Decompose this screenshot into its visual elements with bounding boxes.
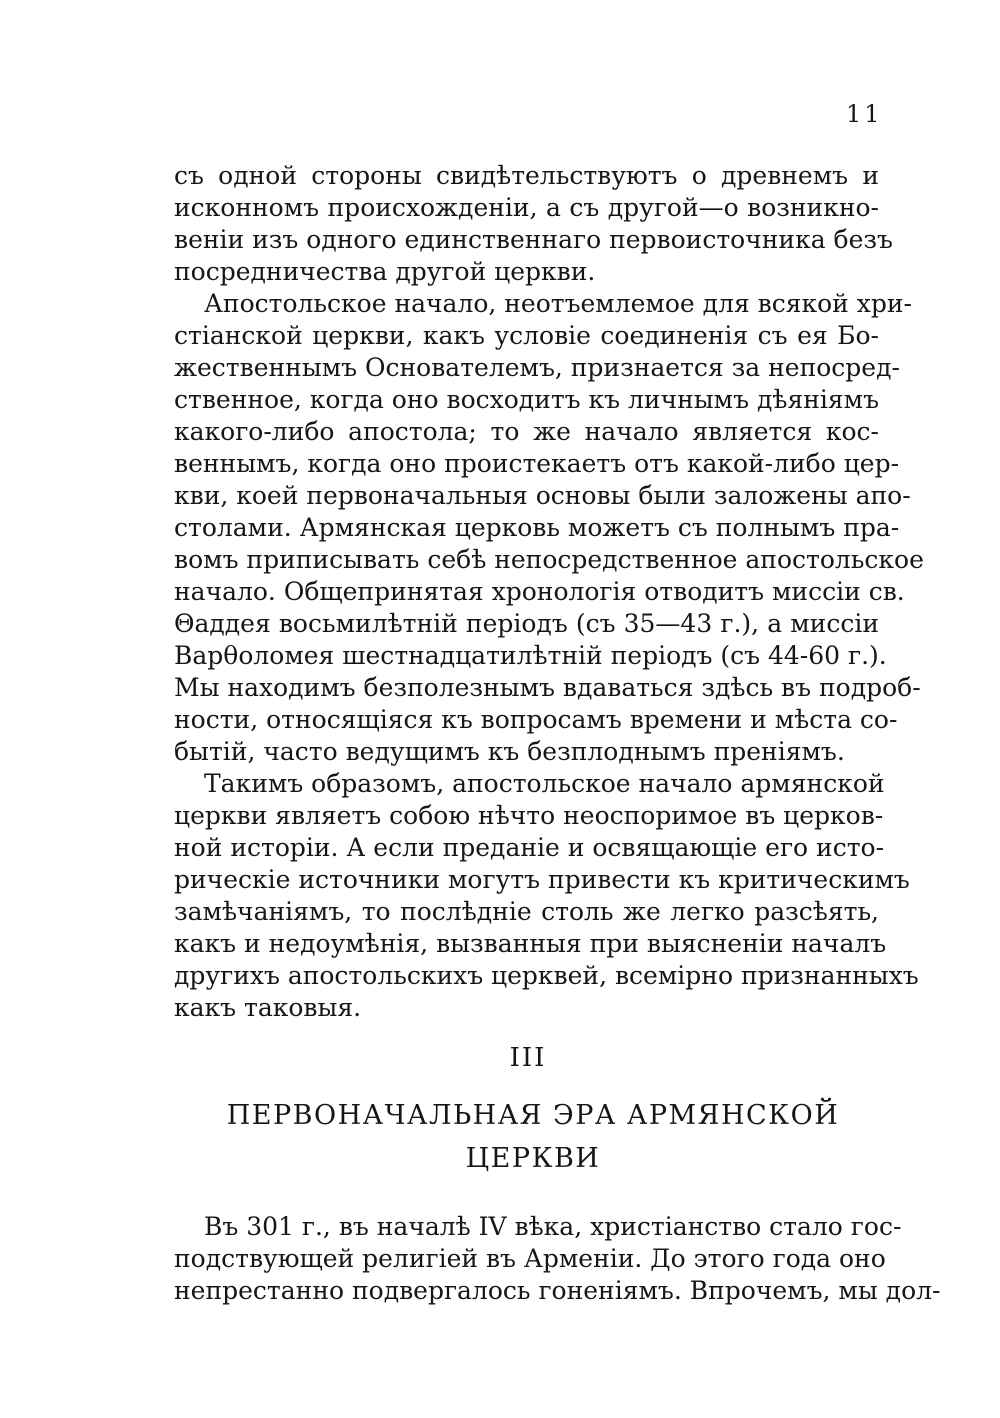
- text-line: Θаддея восьмилѣтнiй перiодъ (съ 35—43 г.), а миссiи: [174, 609, 879, 638]
- text-line: вомъ приписывать себѣ непосредственное апостольское: [174, 545, 924, 574]
- text-line: столами. Армянская церковь можетъ съ полнымъ пра-: [174, 513, 900, 542]
- text-line: Апостольское начало, неотъемлемое для всякой хри-: [204, 289, 913, 318]
- text-line: ности, относящiяся къ вопросамъ времени и мѣста со-: [174, 705, 898, 734]
- text-line: какого-либо апостола; то же начало является кос-: [174, 417, 879, 446]
- text-line: начало. Общепринятая хронологiя отводитъ миссiи св.: [174, 577, 905, 606]
- text-line: Варθоломея шестнадцатилѣтнiй перiодъ (съ 44-60 г.).: [174, 641, 887, 670]
- text-line: веннымъ, когда оно проистекаетъ отъ какой-либо цер-: [174, 449, 900, 478]
- section-heading-continued: ЦЕРКВИ: [465, 1143, 601, 1174]
- text-line: ственное, когда оно восходитъ къ личнымъ дѣянiямъ: [174, 385, 879, 414]
- text-line: подствующей религiей въ Арменiи. До этого года оно: [174, 1244, 886, 1273]
- text-line: какъ таковыя.: [174, 993, 362, 1022]
- text-line: Въ 301 г., въ началѣ IV вѣка, христiанство стало гос-: [204, 1212, 902, 1241]
- page-number: 11: [846, 100, 883, 128]
- text-line: замѣчанiямъ, то послѣднiе столь же легко разсѣять,: [174, 897, 879, 926]
- text-line: рическiе источники могутъ привести къ критическимъ: [174, 865, 910, 894]
- text-line: Такимъ образомъ, апостольское начало армянской: [204, 769, 885, 798]
- text-line: ной исторiи. А если преданiе и освящающiе его исто-: [174, 833, 885, 862]
- text-line: венiи изъ одного единственнаго первоисточника безъ: [174, 225, 893, 254]
- section-heading: ПЕРВОНАЧАЛЬНАЯ ЭРА АРМЯНСКОЙ: [226, 1100, 840, 1131]
- text-line: какъ и недоумѣнiя, вызванныя при выясненiи началъ: [174, 929, 887, 958]
- text-line: бытiй, часто ведущимъ къ безплоднымъ пренiямъ.: [174, 737, 845, 766]
- text-line: исконномъ происхожденiи, а съ другой—о возникно-: [174, 193, 879, 222]
- text-line: другихъ апостольскихъ церквей, всемiрно признанныхъ: [174, 961, 919, 990]
- text-line: церкви являетъ собою нѣчто неоспоримое въ церков-: [174, 801, 884, 830]
- section-number: III: [509, 1043, 547, 1073]
- text-line: кви, коей первоначальныя основы были заложены апо-: [174, 481, 911, 510]
- text-line: непрестанно подвергалось гоненiямъ. Впрочемъ, мы дол-: [174, 1276, 941, 1305]
- text-line: съ одной стороны свидѣтельствуютъ о древнемъ и: [174, 161, 879, 190]
- text-line: жественнымъ Основателемъ, признается за непосред-: [174, 353, 900, 382]
- text-line: стiанской церкви, какъ условiе соединенiя съ ея Бо-: [174, 321, 879, 350]
- text-line: посредничества другой церкви.: [174, 257, 596, 286]
- text-line: Мы находимъ безполезнымъ вдаваться здѣсь въ подроб-: [174, 673, 921, 702]
